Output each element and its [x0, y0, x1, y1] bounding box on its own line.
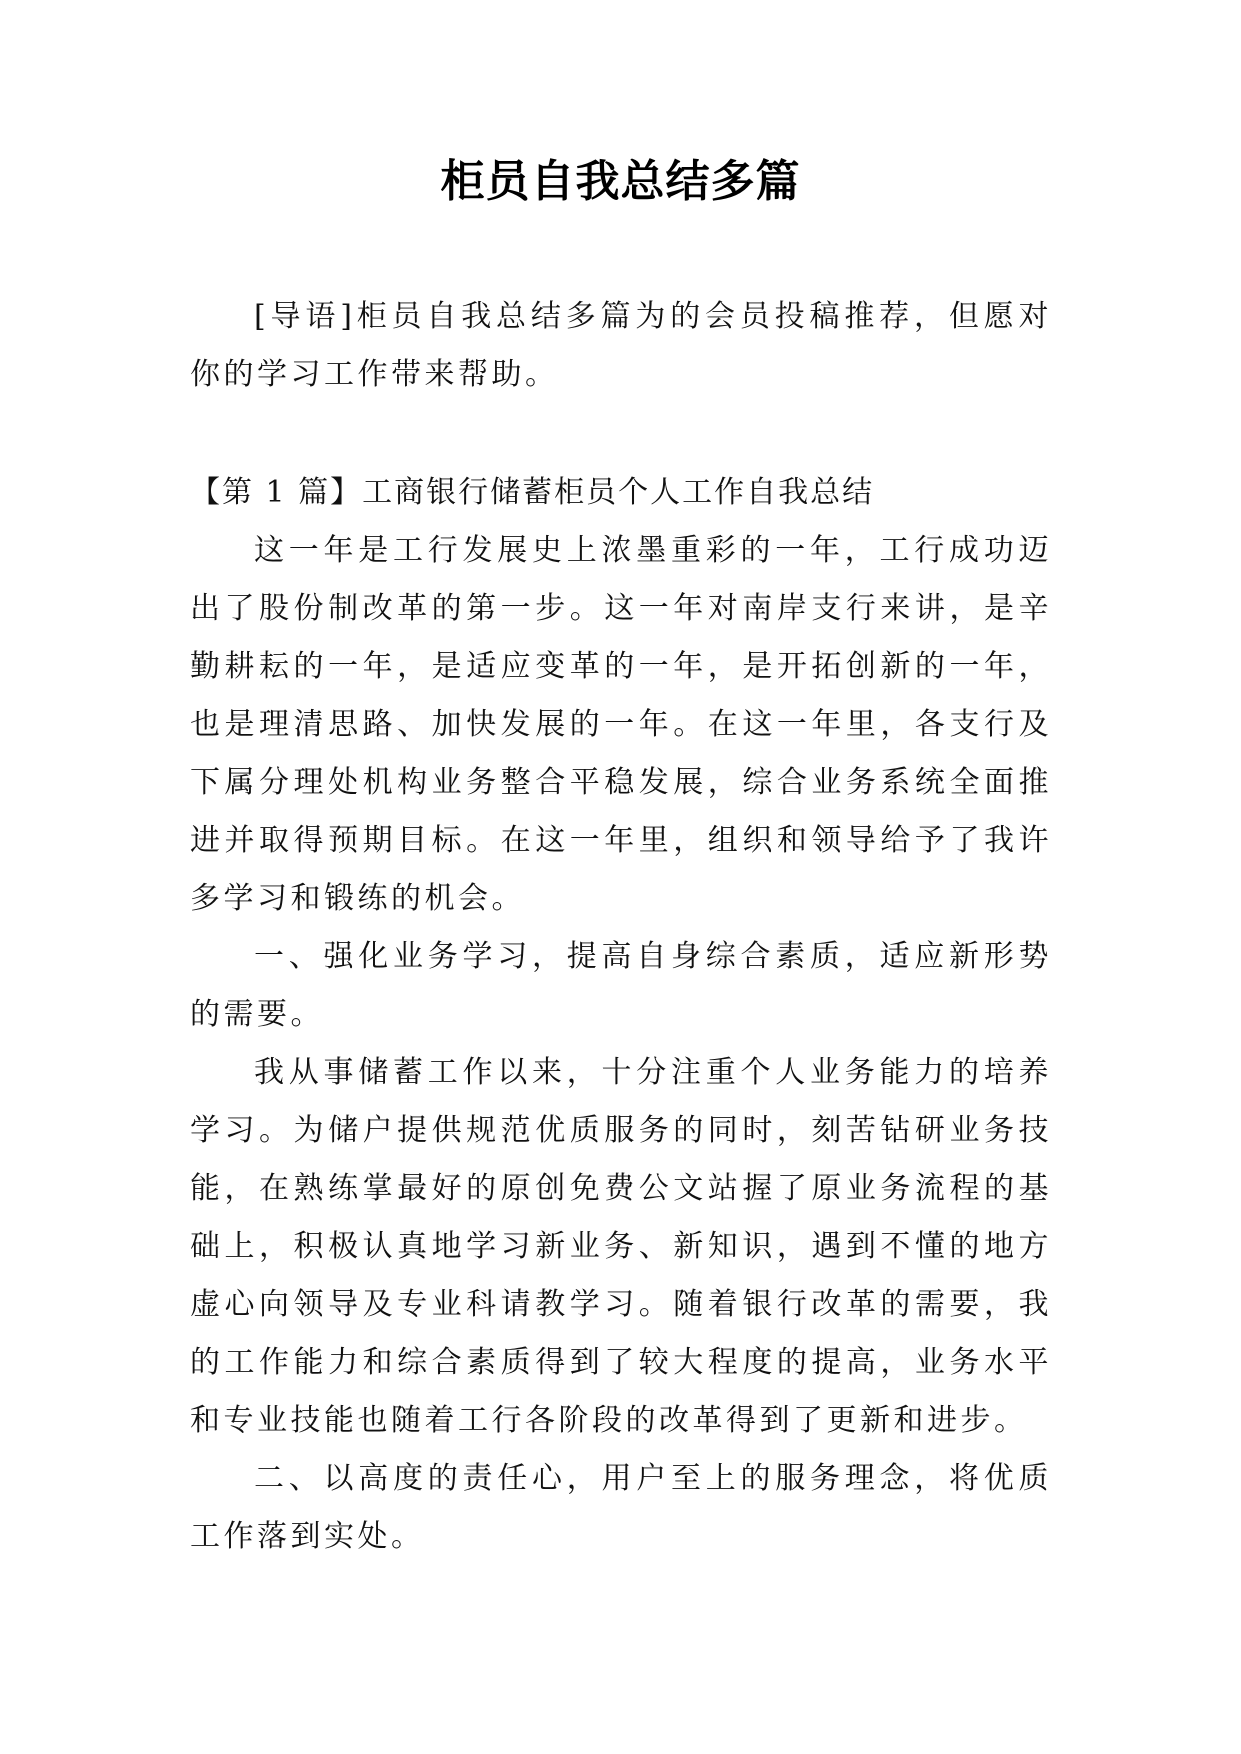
- body-paragraph-2: 一、强化业务学习，提高自身综合素质，适应新形势的需要。: [190, 939, 1052, 1032]
- intro-block: [190, 288, 1052, 404]
- intro-paragraph: [导语]柜员自我总结多篇为的会员投稿推荐，但愿对你的学习工作带来帮助。: [190, 299, 1052, 392]
- document-title: 柜员自我总结多篇: [440, 156, 801, 207]
- body-paragraph-1: 这一年是工行发展史上浓墨重彩的一年，工行成功迈出了股份制改革的第一步。这一年对南岸支行来讲，是辛勤耕耘的一年，是适应变革的一年，是开拓创新的一年，也是理清思路、加快发展的一年。在这一年里，各支行及下属分理处机构业务整合平稳发展，综合业务系统全面推进并取得预期目标。在这一年里，组织和领导给予了我许多学习和锻练的机会。: [190, 533, 1052, 916]
- main-body: [190, 522, 1052, 1566]
- section-heading: 【第 1 篇】工商银行储蓄柜员个人工作自我总结: [190, 475, 875, 510]
- body-paragraph-4: 二、以高度的责任心，用户至上的服务理念，将优质工作落到实处。: [190, 1461, 1052, 1554]
- body-paragraph-3: 我从事储蓄工作以来，十分注重个人业务能力的培养学习。为储户提供规范优质服务的同时，刻苦钻研业务技能，在熟练掌最好的原创免费公文站握了原业务流程的基础上，积极认真地学习新业务、新知识，遇到不懂的地方虚心向领导及专业科请教学习。随着银行改革的需要，我的工作能力和综合素质得到了较大程度的提高，业务水平和专业技能也随着工行各阶段的改革得到了更新和进步。: [190, 1055, 1052, 1438]
